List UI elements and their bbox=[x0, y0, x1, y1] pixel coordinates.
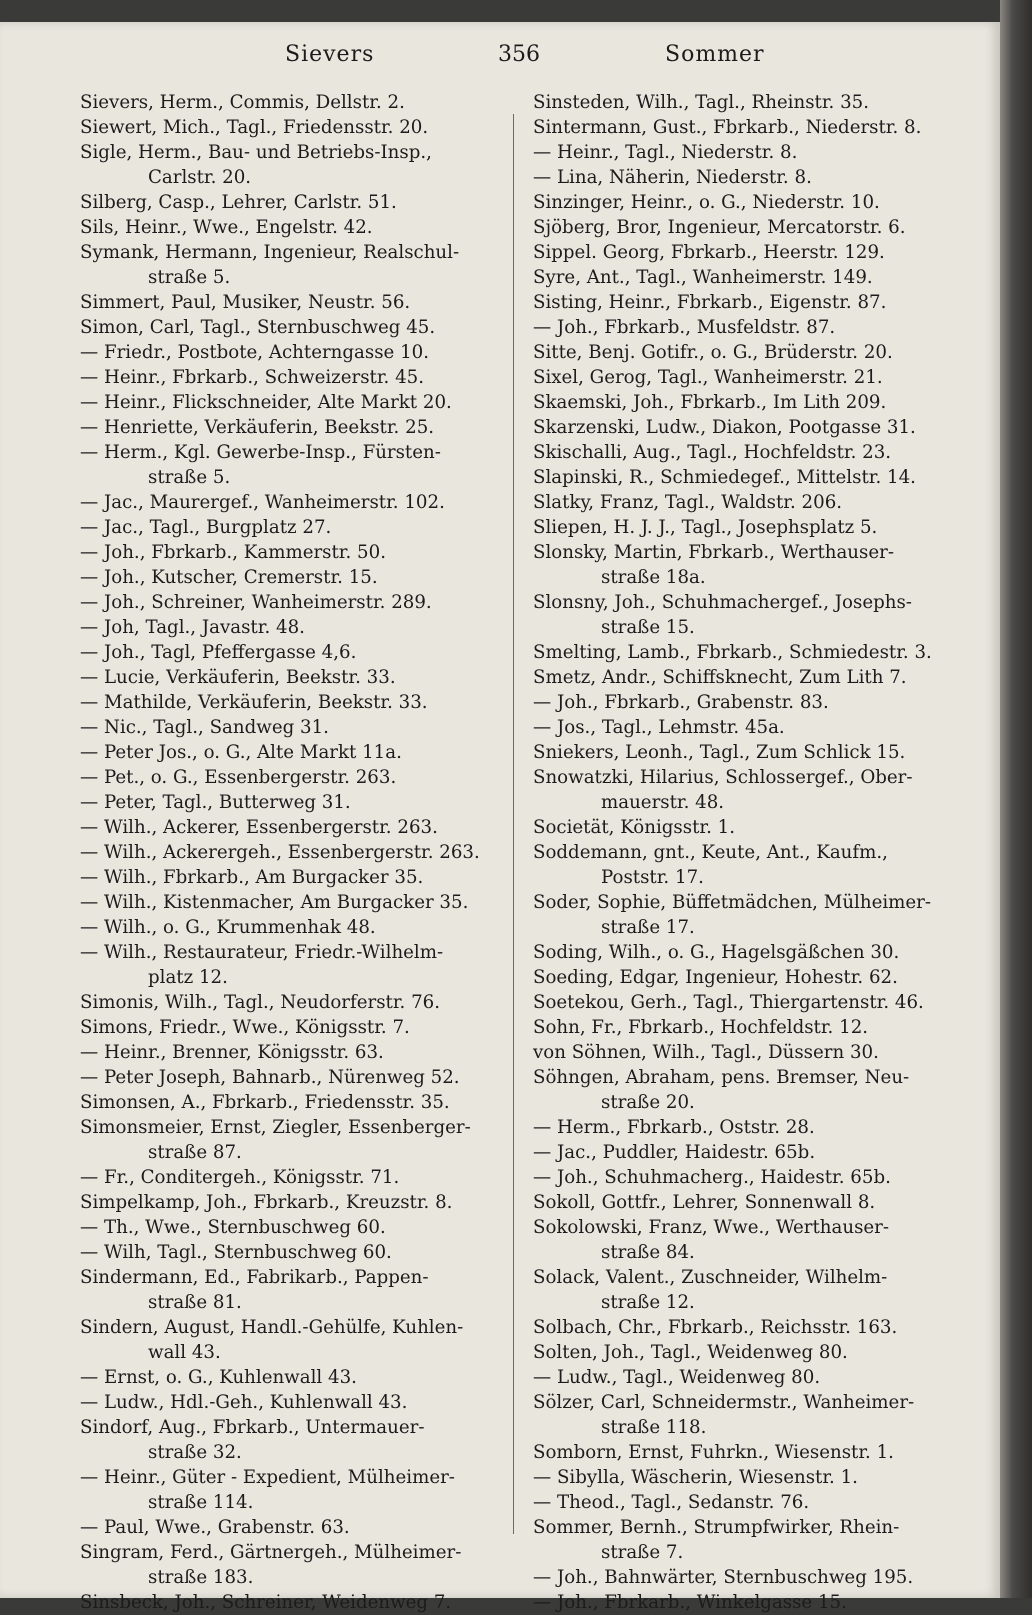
directory-entry: von Söhnen, Wilh., Tagl., Düssern 30. bbox=[533, 1042, 879, 1063]
directory-entry: Sniekers, Leonh., Tagl., Zum Schlick 15. bbox=[533, 742, 906, 763]
directory-entry: — Peter Joseph, Bahnarb., Nürenweg 52. bbox=[80, 1067, 460, 1088]
directory-entry: — Herm., Kgl. Gewerbe-Insp., Fürsten- bbox=[80, 442, 441, 463]
directory-entry: Smelting, Lamb., Fbrkarb., Schmiedestr. 3. bbox=[533, 642, 932, 663]
directory-entry: Sokolowski, Franz, Wwe., Werthauser- bbox=[533, 1217, 890, 1238]
directory-entry: Sindern, August, Handl.-Gehülfe, Kuhlen- bbox=[80, 1317, 464, 1338]
directory-entry: Sitte, Benj. Gotifr., o. G., Brüderstr. 20. bbox=[533, 342, 893, 363]
directory-entry: — Joh., Kutscher, Cremerstr. 15. bbox=[80, 567, 378, 588]
directory-entry: — Wilh., Restaurateur, Friedr.-Wilhelm- bbox=[80, 942, 444, 963]
directory-entry: Sinzinger, Heinr., o. G., Niederstr. 10. bbox=[533, 192, 880, 213]
page-header bbox=[80, 42, 960, 82]
directory-entry: — Joh., Fbrkarb., Kammerstr. 50. bbox=[80, 542, 386, 563]
directory-entry: Simon, Carl, Tagl., Sternbuschweg 45. bbox=[80, 317, 436, 338]
directory-entry: — Lucie, Verkäuferin, Beekstr. 33. bbox=[80, 667, 396, 688]
directory-entry: — Mathilde, Verkäuferin, Beekstr. 33. bbox=[80, 692, 428, 713]
directory-entry: — Wilh., Kistenmacher, Am Burgacker 35. bbox=[80, 892, 469, 913]
entry-continuation: straße 18a. bbox=[601, 567, 706, 588]
directory-entry: Sjöberg, Bror, Ingenieur, Mercatorstr. 6. bbox=[533, 217, 906, 238]
directory-entry: Skaemski, Joh., Fbrkarb., Im Lith 209. bbox=[533, 392, 887, 413]
directory-entry: — Heinr., Flickschneider, Alte Markt 20. bbox=[80, 392, 452, 413]
directory-entry: — Th., Wwe., Sternbuschweg 60. bbox=[80, 1217, 386, 1238]
entry-continuation: straße 15. bbox=[601, 617, 695, 638]
entry-continuation: straße 183. bbox=[148, 1567, 254, 1588]
directory-entry: — Heinr., Güter - Expedient, Mülheimer- bbox=[80, 1467, 455, 1488]
directory-entry: — Ernst, o. G., Kuhlenwall 43. bbox=[80, 1367, 357, 1388]
directory-entry: — Heinr., Tagl., Niederstr. 8. bbox=[533, 142, 798, 163]
directory-entry: Slapinski, R., Schmiedegef., Mittelstr. 14. bbox=[533, 467, 916, 488]
right-column bbox=[533, 90, 963, 1615]
entry-continuation: straße 5. bbox=[148, 467, 231, 488]
directory-entry: Simons, Friedr., Wwe., Königsstr. 7. bbox=[80, 1017, 410, 1038]
directory-entry: Soding, Wilh., o. G., Hagelsgäßchen 30. bbox=[533, 942, 900, 963]
directory-page bbox=[0, 22, 1000, 1613]
directory-entry: — Nic., Tagl., Sandweg 31. bbox=[80, 717, 329, 738]
entry-continuation: straße 87. bbox=[148, 1142, 242, 1163]
entry-continuation: straße 20. bbox=[601, 1092, 695, 1113]
directory-entry: — Wilh., Ackerergeh., Essenbergerstr. 263. bbox=[80, 842, 480, 863]
directory-entry: Sliepen, H. J. J., Tagl., Josephsplatz 5. bbox=[533, 517, 878, 538]
directory-entry: — Paul, Wwe., Grabenstr. 63. bbox=[80, 1517, 350, 1538]
directory-entry: Sippel. Georg, Fbrkarb., Heerstr. 129. bbox=[533, 242, 885, 263]
directory-entry: Snowatzki, Hilarius, Schlossergef., Ober- bbox=[533, 767, 913, 788]
directory-entry: Syre, Ant., Tagl., Wanheimerstr. 149. bbox=[533, 267, 873, 288]
directory-entry: — Ludw., Tagl., Weidenweg 80. bbox=[533, 1367, 821, 1388]
directory-entry: Slonsny, Joh., Schuhmachergef., Josephs- bbox=[533, 592, 912, 613]
directory-entry: — Jac., Tagl., Burgplatz 27. bbox=[80, 517, 332, 538]
entry-continuation: platz 12. bbox=[148, 967, 228, 988]
entry-continuation: straße 12. bbox=[601, 1292, 695, 1313]
directory-entry: Smetz, Andr., Schiffsknecht, Zum Lith 7. bbox=[533, 667, 907, 688]
directory-entry: — Herm., Fbrkarb., Oststr. 28. bbox=[533, 1117, 815, 1138]
entry-continuation: straße 114. bbox=[148, 1492, 254, 1513]
directory-entry: Sigle, Herm., Bau- und Betriebs-Insp., bbox=[80, 142, 432, 163]
directory-entry: — Pet., o. G., Essenbergerstr. 263. bbox=[80, 767, 397, 788]
directory-entry: — Joh., Fbrkarb., Grabenstr. 83. bbox=[533, 692, 829, 713]
directory-entry: Sokoll, Gottfr., Lehrer, Sonnenwall 8. bbox=[533, 1192, 876, 1213]
directory-entry: — Joh., Schreiner, Wanheimerstr. 289. bbox=[80, 592, 432, 613]
directory-entry: — Peter, Tagl., Butterweg 31. bbox=[80, 792, 351, 813]
directory-entry: — Fr., Conditergeh., Königsstr. 71. bbox=[80, 1167, 400, 1188]
directory-entry: — Peter Jos., o. G., Alte Markt 11a. bbox=[80, 742, 402, 763]
directory-entry: Sils, Heinr., Wwe., Engelstr. 42. bbox=[80, 217, 373, 238]
directory-entry: — Friedr., Postbote, Achterngasse 10. bbox=[80, 342, 429, 363]
directory-entry: Soeding, Edgar, Ingenieur, Hohestr. 62. bbox=[533, 967, 898, 988]
directory-entry: — Henriette, Verkäuferin, Beekstr. 25. bbox=[80, 417, 435, 438]
directory-entry: Skarzenski, Ludw., Diakon, Pootgasse 31. bbox=[533, 417, 916, 438]
directory-entry: — Wilh., Fbrkarb., Am Burgacker 35. bbox=[80, 867, 424, 888]
directory-entry: Simmert, Paul, Musiker, Neustr. 56. bbox=[80, 292, 411, 313]
directory-entry: — Wilh., o. G., Krummenhak 48. bbox=[80, 917, 376, 938]
entry-continuation: wall 43. bbox=[148, 1342, 221, 1363]
entry-continuation: straße 7. bbox=[601, 1542, 684, 1563]
directory-entry: — Jos., Tagl., Lehmstr. 45a. bbox=[533, 717, 785, 738]
directory-entry: Singram, Ferd., Gärtnergeh., Mülheimer- bbox=[80, 1542, 462, 1563]
header-right-word: Sommer bbox=[665, 42, 765, 67]
entry-continuation: straße 81. bbox=[148, 1292, 242, 1313]
directory-entry: Siewert, Mich., Tagl., Friedensstr. 20. bbox=[80, 117, 429, 138]
directory-entry: Sölzer, Carl, Schneidermstr., Wanheimer- bbox=[533, 1392, 915, 1413]
directory-entry: — Joh., Schuhmacherg., Haidestr. 65b. bbox=[533, 1167, 891, 1188]
directory-entry: Soetekou, Gerh., Tagl., Thiergartenstr. 46. bbox=[533, 992, 924, 1013]
directory-entry: Sinsbeck, Joh., Schreiner, Weidenweg 7. bbox=[80, 1592, 452, 1613]
directory-entry: Slonsky, Martin, Fbrkarb., Werthauser- bbox=[533, 542, 894, 563]
header-left-word: Sievers bbox=[285, 42, 375, 67]
left-column bbox=[80, 90, 500, 1615]
directory-entry: Silberg, Casp., Lehrer, Carlstr. 51. bbox=[80, 192, 397, 213]
entry-continuation: straße 84. bbox=[601, 1242, 695, 1263]
directory-entry: Somborn, Ernst, Fuhrkn., Wiesenstr. 1. bbox=[533, 1442, 894, 1463]
directory-entry: — Joh., Fbrkarb., Musfeldstr. 87. bbox=[533, 317, 836, 338]
entry-continuation: straße 118. bbox=[601, 1417, 707, 1438]
directory-entry: — Jac., Puddler, Haidestr. 65b. bbox=[533, 1142, 816, 1163]
directory-entry: Skischalli, Aug., Tagl., Hochfeldstr. 23. bbox=[533, 442, 892, 463]
directory-entry: Soder, Sophie, Büffetmädchen, Mülheimer- bbox=[533, 892, 932, 913]
page-number: 356 bbox=[498, 42, 540, 67]
entry-continuation: Poststr. 17. bbox=[601, 867, 704, 888]
directory-entry: Solbach, Chr., Fbrkarb., Reichsstr. 163. bbox=[533, 1317, 898, 1338]
directory-entry: — Joh., Bahnwärter, Sternbuschweg 195. bbox=[533, 1567, 914, 1588]
directory-entry: Sindermann, Ed., Fabrikarb., Pappen- bbox=[80, 1267, 429, 1288]
directory-entry: — Heinr., Brenner, Königsstr. 63. bbox=[80, 1042, 384, 1063]
directory-entry: Sohn, Fr., Fbrkarb., Hochfeldstr. 12. bbox=[533, 1017, 869, 1038]
entry-continuation: straße 17. bbox=[601, 917, 695, 938]
entry-continuation: Carlstr. 20. bbox=[148, 167, 252, 188]
directory-entry: — Jac., Maurergef., Wanheimerstr. 102. bbox=[80, 492, 445, 513]
directory-entry: Söhngen, Abraham, pens. Bremser, Neu- bbox=[533, 1067, 910, 1088]
directory-entry: Solack, Valent., Zuschneider, Wilhelm- bbox=[533, 1267, 888, 1288]
directory-entry: — Sibylla, Wäscherin, Wiesenstr. 1. bbox=[533, 1467, 858, 1488]
directory-entry: — Theod., Tagl., Sedanstr. 76. bbox=[533, 1492, 810, 1513]
directory-entry: Simonsen, A., Fbrkarb., Friedensstr. 35. bbox=[80, 1092, 450, 1113]
directory-entry: Sindorf, Aug., Fbrkarb., Untermauer- bbox=[80, 1417, 425, 1438]
directory-entry: Sievers, Herm., Commis, Dellstr. 2. bbox=[80, 92, 405, 113]
directory-entry: Sommer, Bernh., Strumpfwirker, Rhein- bbox=[533, 1517, 900, 1538]
book-edge bbox=[1000, 0, 1032, 1598]
directory-entry: — Wilh, Tagl., Sternbuschweg 60. bbox=[80, 1242, 392, 1263]
directory-entry: Solten, Joh., Tagl., Weidenweg 80. bbox=[533, 1342, 848, 1363]
directory-entry: Sinsteden, Wilh., Tagl., Rheinstr. 35. bbox=[533, 92, 870, 113]
directory-entry: — Joh, Tagl., Javastr. 48. bbox=[80, 617, 305, 638]
directory-entry: Simonsmeier, Ernst, Ziegler, Essenberger- bbox=[80, 1117, 471, 1138]
directory-entry: Slatky, Franz, Tagl., Waldstr. 206. bbox=[533, 492, 843, 513]
directory-entry: — Ludw., Hdl.-Geh., Kuhlenwall 43. bbox=[80, 1392, 408, 1413]
directory-entry: Simpelkamp, Joh., Fbrkarb., Kreuzstr. 8. bbox=[80, 1192, 453, 1213]
directory-entry: Symank, Hermann, Ingenieur, Realschul- bbox=[80, 242, 460, 263]
entry-continuation: mauerstr. 48. bbox=[601, 792, 725, 813]
directory-entry: — Joh., Fbrkarb., Winkelgasse 15. bbox=[533, 1592, 847, 1613]
directory-entry: Simonis, Wilh., Tagl., Neudorferstr. 76. bbox=[80, 992, 441, 1013]
directory-entry: Sisting, Heinr., Fbrkarb., Eigenstr. 87. bbox=[533, 292, 887, 313]
directory-entry: Soddemann, gnt., Keute, Ant., Kaufm., bbox=[533, 842, 888, 863]
entry-continuation: straße 5. bbox=[148, 267, 231, 288]
directory-entry: Sixel, Gerog, Tagl., Wanheimerstr. 21. bbox=[533, 367, 883, 388]
entry-continuation: straße 32. bbox=[148, 1442, 242, 1463]
directory-entry: Societät, Königsstr. 1. bbox=[533, 817, 736, 838]
directory-entry: — Heinr., Fbrkarb., Schweizerstr. 45. bbox=[80, 367, 425, 388]
directory-entry: — Wilh., Ackerer, Essenbergerstr. 263. bbox=[80, 817, 438, 838]
directory-entry: — Joh., Tagl, Pfeffergasse 4,6. bbox=[80, 642, 357, 663]
directory-entry: — Lina, Näherin, Niederstr. 8. bbox=[533, 167, 812, 188]
column-divider bbox=[513, 114, 514, 1534]
directory-entry: Sintermann, Gust., Fbrkarb., Niederstr. 8. bbox=[533, 117, 922, 138]
